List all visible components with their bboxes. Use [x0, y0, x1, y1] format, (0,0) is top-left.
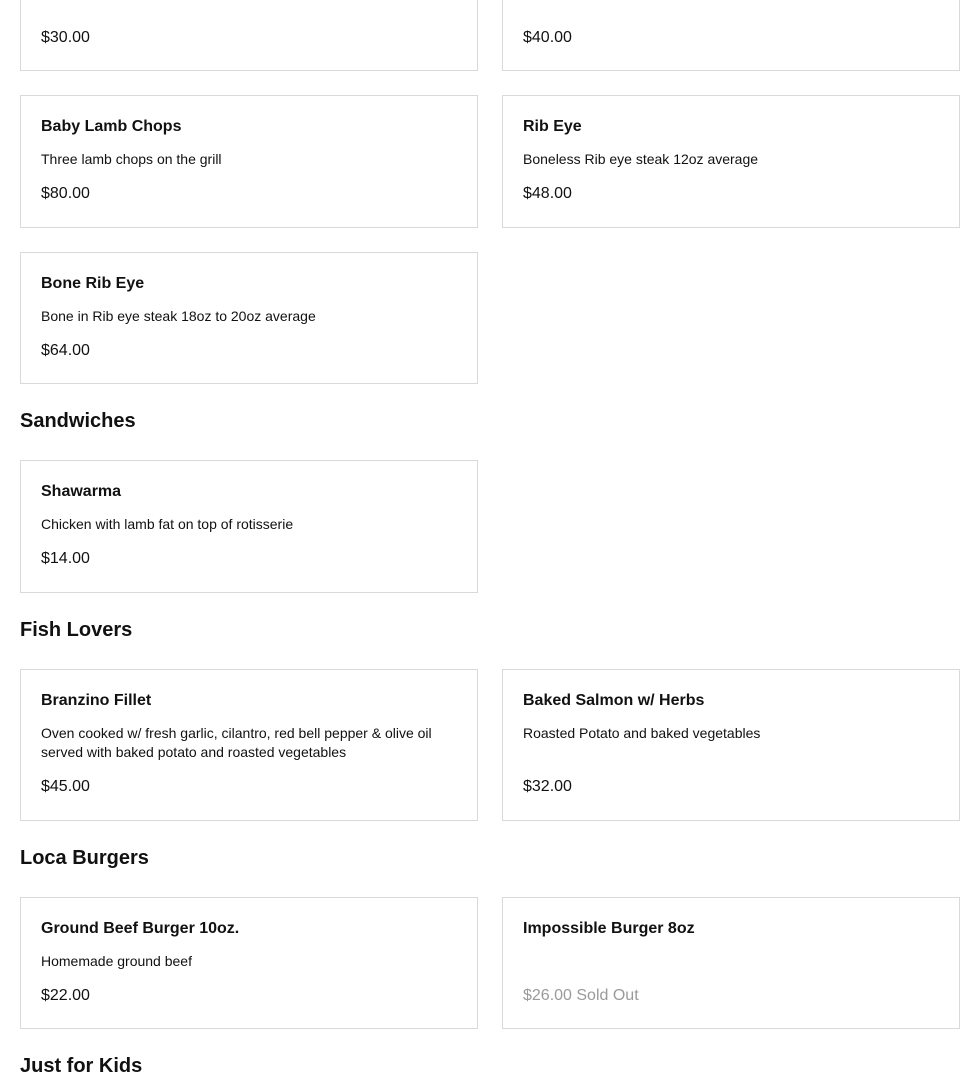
menu-item-price: $32.00 [523, 778, 572, 795]
menu-item-name: Impossible Burger 8oz [523, 920, 695, 937]
menu-item-description: Chicken with lamb fat on top of rotisserie [41, 516, 294, 532]
section-heading-sandwiches: Sandwiches [20, 410, 136, 432]
menu-item-card[interactable] [20, 669, 478, 821]
section-heading-loca-burgers: Loca Burgers [20, 847, 149, 869]
menu-item-description [41, 0, 451, 2]
menu-item-card[interactable] [20, 460, 478, 593]
menu-item-name: Rib Eye [523, 118, 582, 135]
menu-item-price: $48.00 [523, 185, 572, 202]
menu-item-price: $22.00 [41, 987, 90, 1004]
menu-item-name: Branzino Fillet [41, 692, 152, 709]
menu-item-name: Baby Lamb Chops [41, 118, 182, 135]
menu-item-name: Baked Salmon w/ Herbs [523, 692, 705, 709]
menu-item-description: Bone in Rib eye steak 18oz to 20oz average [41, 308, 316, 324]
menu-item-price: $64.00 [41, 342, 90, 359]
menu-item-card[interactable] [502, 0, 960, 71]
section-heading-just-for-kids: Just for Kids [20, 1055, 143, 1077]
menu-item-price: $14.00 [41, 550, 90, 567]
menu-item-name: Ground Beef Burger 10oz. [41, 920, 240, 937]
menu-item-card-sold-out[interactable] [502, 897, 960, 1029]
menu-item-description: Homemade ground beef [41, 953, 192, 969]
menu-item-description: Boneless Rib eye steak 12oz average [523, 151, 759, 167]
menu-item-description [523, 0, 933, 2]
menu-item-name: Shawarma [41, 483, 122, 500]
menu-item-price: $45.00 [41, 778, 90, 795]
menu-item-card[interactable] [20, 252, 478, 384]
menu-item-description: Three lamb chops on the grill [41, 151, 222, 167]
menu-item-price: $80.00 [41, 185, 90, 202]
menu-item-card[interactable] [502, 95, 960, 228]
menu-item-description: Roasted Potato and baked vegetables [523, 725, 761, 741]
menu-item-price-sold-out: $26.00 Sold Out [523, 987, 639, 1004]
menu-item-price: $40.00 [523, 29, 572, 46]
menu-item-card[interactable] [502, 669, 960, 821]
menu-item-price: $30.00 [41, 29, 90, 46]
menu-item-description: Oven cooked w/ fresh garlic, cilantro, red bell pepper & olive oil served with baked potato and roasted vegetables [41, 725, 432, 760]
section-heading-fish-lovers: Fish Lovers [20, 619, 133, 641]
menu-item-name: Bone Rib Eye [41, 275, 145, 292]
menu-item-card[interactable] [20, 95, 478, 228]
menu-item-card[interactable] [20, 0, 478, 71]
menu-item-card[interactable] [20, 897, 478, 1029]
